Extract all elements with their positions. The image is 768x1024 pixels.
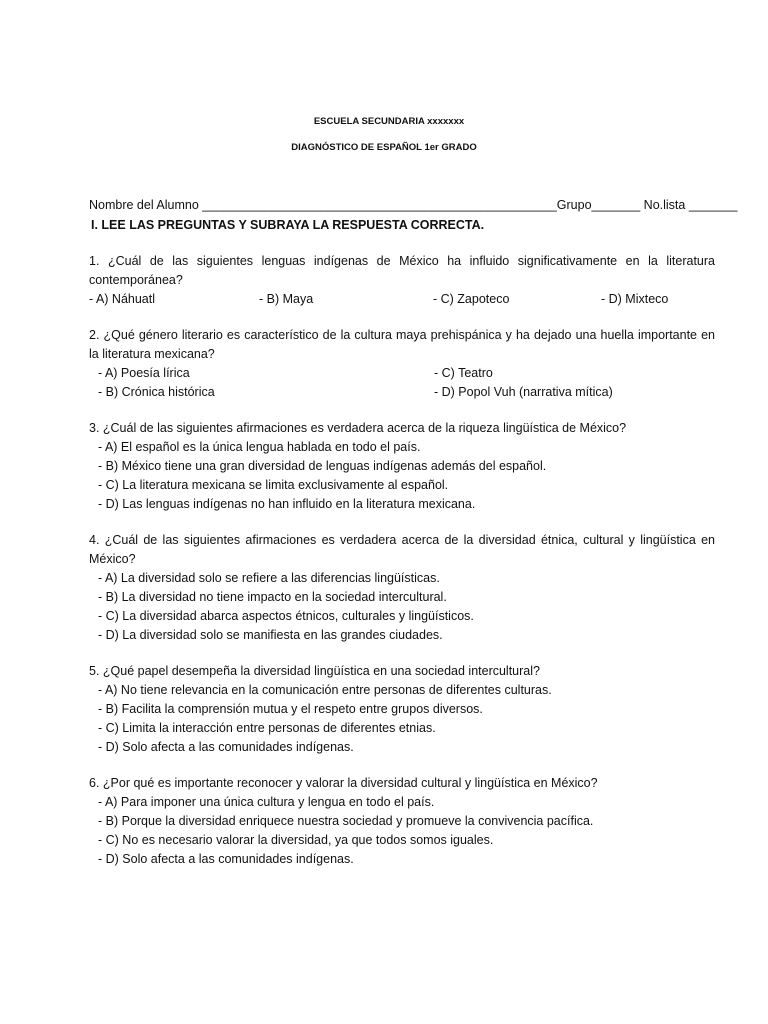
option-b: - B) Facilita la comprensión mutua y el respeto entre grupos diversos.	[98, 702, 483, 716]
option-d: - D) Mixteco	[601, 292, 669, 306]
question-4	[89, 531, 715, 645]
option-c: - C) Teatro	[434, 366, 493, 380]
exam-body	[89, 196, 738, 886]
option-c: - C) No es necesario valorar la diversidad, ya que todos somos iguales.	[98, 833, 494, 847]
instruction: I. LEE LAS PREGUNTAS Y SUBRAYA LA RESPUESTA CORRECTA.	[91, 218, 485, 232]
question-6	[89, 774, 715, 869]
school-name: ESCUELA SECUNDARIA xxxxxxx	[313, 116, 465, 127]
option-c: - C) Zapoteco	[433, 292, 510, 306]
option-d: - D) Popol Vuh (narrativa mítica)	[434, 385, 613, 399]
options-grid	[89, 364, 715, 402]
question-1	[89, 252, 715, 309]
option-d: - D) La diversidad solo se manifiesta en las grandes ciudades.	[98, 628, 443, 642]
option-c: - C) Limita la interacción entre personas de diferentes etnias.	[98, 721, 436, 735]
option-a: - A) La diversidad solo se refiere a las diferencias lingüísticas.	[98, 571, 440, 585]
option-d: - D) Solo afecta a las comunidades indígenas.	[98, 740, 354, 754]
question-text: 1. ¿Cuál de las siguientes lenguas indígenas de México ha influido significativamente en la literatura contemporánea?	[89, 254, 715, 287]
option-a: - A) Náhuatl	[89, 292, 156, 306]
question-text: 4. ¿Cuál de las siguientes afirmaciones es verdadera acerca de la diversidad étnica, cultural y lingüística en México?	[89, 533, 715, 566]
option-a: - A) Para imponer una única cultura y lengua en todo el país.	[98, 795, 435, 809]
question-text: 5. ¿Qué papel desempeña la diversidad lingüística en una sociedad intercultural?	[89, 664, 540, 678]
option-d: - D) Solo afecta a las comunidades indígenas.	[98, 852, 354, 866]
student-info-line: Nombre del Alumno ___________________________________________________Grupo_______ No.lista _______	[89, 198, 738, 212]
option-b: - B) Porque la diversidad enriquece nuestra sociedad y promueve la convivencia pacífica.	[98, 814, 594, 828]
option-c: - C) La literatura mexicana se limita exclusivamente al español.	[98, 478, 449, 492]
question-text: 3. ¿Cuál de las siguientes afirmaciones es verdadera acerca de la riqueza lingüística de México?	[89, 421, 627, 435]
question-2	[89, 326, 715, 402]
option-a: - A) El español es la única lengua hablada en todo el país.	[98, 440, 421, 454]
option-b: - B) La diversidad no tiene impacto en la sociedad intercultural.	[98, 590, 447, 604]
question-5	[89, 662, 715, 757]
option-a: - A) Poesía lírica	[98, 366, 190, 380]
option-b: - B) México tiene una gran diversidad de lenguas indígenas además del español.	[98, 459, 547, 473]
question-text: 6. ¿Por qué es importante reconocer y valorar la diversidad cultural y lingüística en México?	[89, 776, 598, 790]
option-d: - D) Las lenguas indígenas no han influido en la literatura mexicana.	[98, 497, 476, 511]
options-row	[89, 290, 715, 309]
option-b: - B) Maya	[259, 292, 314, 306]
question-text: 2. ¿Qué género literario es característico de la cultura maya prehispánica y ha dejado una huella importante en la literatura mexicana?	[89, 328, 715, 361]
exam-title: DIAGNÓSTICO DE ESPAÑOL 1er GRADO	[291, 142, 477, 153]
option-a: - A) No tiene relevancia en la comunicación entre personas de diferentes culturas.	[98, 683, 552, 697]
option-c: - C) La diversidad abarca aspectos étnicos, culturales y lingüísticos.	[98, 609, 474, 623]
option-b: - B) Crónica histórica	[98, 385, 215, 399]
question-3	[89, 419, 715, 514]
